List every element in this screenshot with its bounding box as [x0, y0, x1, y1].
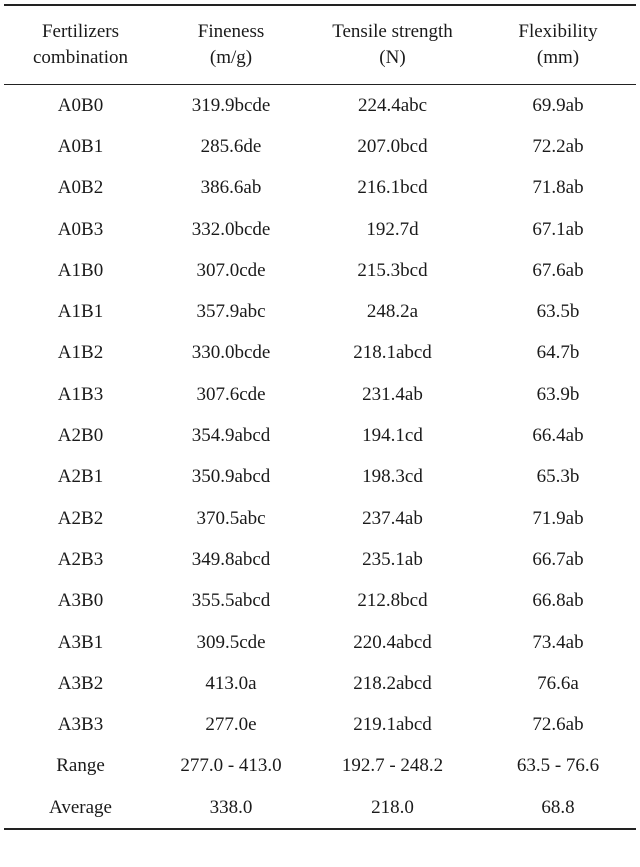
cell-combination: A0B0 — [57, 94, 104, 116]
cell-tensile-strength: 192.7d — [366, 218, 419, 240]
cell-tensile-strength: 207.0bcd — [357, 135, 428, 157]
table-row — [4, 415, 636, 456]
table-row — [4, 539, 636, 580]
cell-fineness: 386.6ab — [200, 177, 262, 199]
cell-fineness: 307.0cde — [196, 259, 266, 281]
header-line: Tensile strength — [332, 21, 453, 42]
header-line: (mm) — [536, 47, 580, 68]
cell-tensile-strength: 215.3bcd — [357, 259, 428, 281]
cell-flexibility: 72.6ab — [532, 714, 584, 736]
header-row — [4, 5, 636, 85]
cell-flexibility: 67.6ab — [532, 259, 584, 281]
cell-flexibility: 71.8ab — [532, 177, 584, 199]
cell-flexibility: 72.2ab — [532, 135, 584, 157]
cell-flexibility: 67.1ab — [532, 218, 584, 240]
cell-fineness: 319.9bcde — [191, 94, 271, 116]
table-row — [4, 622, 636, 663]
cell-flexibility: 63.5 - 76.6 — [516, 755, 600, 777]
cell-combination: A3B1 — [57, 631, 104, 653]
header-line: (N) — [379, 47, 406, 68]
table-row — [4, 168, 636, 209]
table-row — [4, 85, 636, 127]
header-line: Fineness — [197, 21, 265, 42]
cell-fineness: 370.5abc — [196, 507, 266, 529]
cell-combination: A3B2 — [57, 672, 104, 694]
cell-tensile-strength: 248.2a — [366, 301, 419, 323]
cell-fineness: 277.0e — [205, 714, 257, 736]
cell-tensile-strength: 220.4abcd — [353, 631, 432, 653]
cell-combination: A0B2 — [57, 177, 104, 199]
cell-fineness: 330.0bcde — [191, 342, 271, 364]
cell-flexibility: 73.4ab — [532, 631, 584, 653]
header-fineness — [157, 5, 305, 85]
cell-combination: A1B2 — [57, 342, 104, 364]
results-table — [4, 4, 636, 830]
cell-fineness: 309.5cde — [196, 631, 266, 653]
cell-fineness: 413.0a — [205, 672, 257, 694]
results-table-container — [0, 4, 640, 867]
cell-flexibility: 65.3b — [536, 466, 580, 488]
cell-combination: A2B0 — [57, 425, 104, 447]
cell-tensile-strength: 192.7 - 248.2 — [341, 755, 444, 777]
table-row — [4, 704, 636, 745]
header-line: Fertilizers — [41, 21, 120, 42]
cell-flexibility: 64.7b — [536, 342, 580, 364]
table-row — [4, 663, 636, 704]
header-line: (m/g) — [209, 47, 253, 68]
cell-combination: Range — [56, 755, 105, 777]
header-line: Flexibility — [518, 21, 598, 42]
cell-flexibility: 66.7ab — [532, 548, 584, 570]
header-tensile-strength — [305, 5, 480, 85]
cell-fineness: 354.9abcd — [191, 425, 271, 447]
table-row — [4, 250, 636, 291]
cell-flexibility: 69.9ab — [532, 94, 584, 116]
cell-tensile-strength: 219.1abcd — [353, 714, 432, 736]
table-row — [4, 457, 636, 498]
cell-combination: A3B3 — [57, 714, 104, 736]
cell-flexibility: 63.9b — [536, 383, 580, 405]
cell-fineness: 277.0 - 413.0 — [180, 755, 282, 777]
cell-flexibility: 71.9ab — [532, 507, 584, 529]
cell-combination: A0B1 — [57, 135, 104, 157]
table-row — [4, 374, 636, 415]
header-flexibility — [480, 5, 636, 85]
table-row — [4, 787, 636, 829]
cell-tensile-strength: 235.1ab — [362, 548, 423, 570]
cell-combination: A2B1 — [57, 466, 104, 488]
cell-fineness: 332.0bcde — [191, 218, 271, 240]
cell-combination: A0B3 — [57, 218, 104, 240]
table-row — [4, 126, 636, 167]
cell-fineness: 338.0 — [157, 787, 305, 829]
table-row — [4, 291, 636, 332]
table-body — [4, 85, 636, 830]
table-row — [4, 498, 636, 539]
cell-tensile-strength: 218.0 — [305, 787, 480, 829]
cell-combination: A1B3 — [57, 383, 104, 405]
cell-fineness: 285.6de — [200, 135, 262, 157]
cell-flexibility: 66.4ab — [532, 425, 584, 447]
cell-combination: A1B1 — [57, 301, 104, 323]
cell-tensile-strength: 216.1bcd — [357, 177, 428, 199]
cell-tensile-strength: 224.4abc — [357, 94, 428, 116]
cell-combination: A2B2 — [57, 507, 104, 529]
header-line: combination — [33, 47, 128, 68]
cell-combination: Average — [4, 787, 157, 829]
header-fertilizers-combination — [4, 5, 157, 85]
table-header — [4, 5, 636, 85]
cell-flexibility: 68.8 — [480, 787, 636, 829]
table-row — [4, 746, 636, 787]
cell-fineness: 307.6cde — [196, 383, 266, 405]
cell-tensile-strength: 212.8bcd — [357, 590, 428, 612]
cell-tensile-strength: 194.1cd — [362, 425, 423, 447]
table-row — [4, 209, 636, 250]
cell-combination: A2B3 — [57, 548, 104, 570]
cell-combination: A1B0 — [57, 259, 104, 281]
table-row — [4, 333, 636, 374]
cell-flexibility: 76.6a — [537, 672, 579, 694]
cell-fineness: 355.5abcd — [191, 590, 271, 612]
cell-tensile-strength: 237.4ab — [362, 507, 423, 529]
cell-fineness: 349.8abcd — [191, 548, 271, 570]
cell-tensile-strength: 198.3cd — [362, 466, 423, 488]
cell-fineness: 357.9abc — [196, 301, 266, 323]
cell-fineness: 350.9abcd — [191, 466, 271, 488]
table-row — [4, 581, 636, 622]
cell-flexibility: 66.8ab — [532, 590, 584, 612]
cell-combination: A3B0 — [57, 590, 104, 612]
cell-tensile-strength: 231.4ab — [362, 383, 423, 405]
cell-tensile-strength: 218.2abcd — [353, 672, 432, 694]
cell-flexibility: 63.5b — [536, 301, 580, 323]
cell-tensile-strength: 218.1abcd — [353, 342, 432, 364]
